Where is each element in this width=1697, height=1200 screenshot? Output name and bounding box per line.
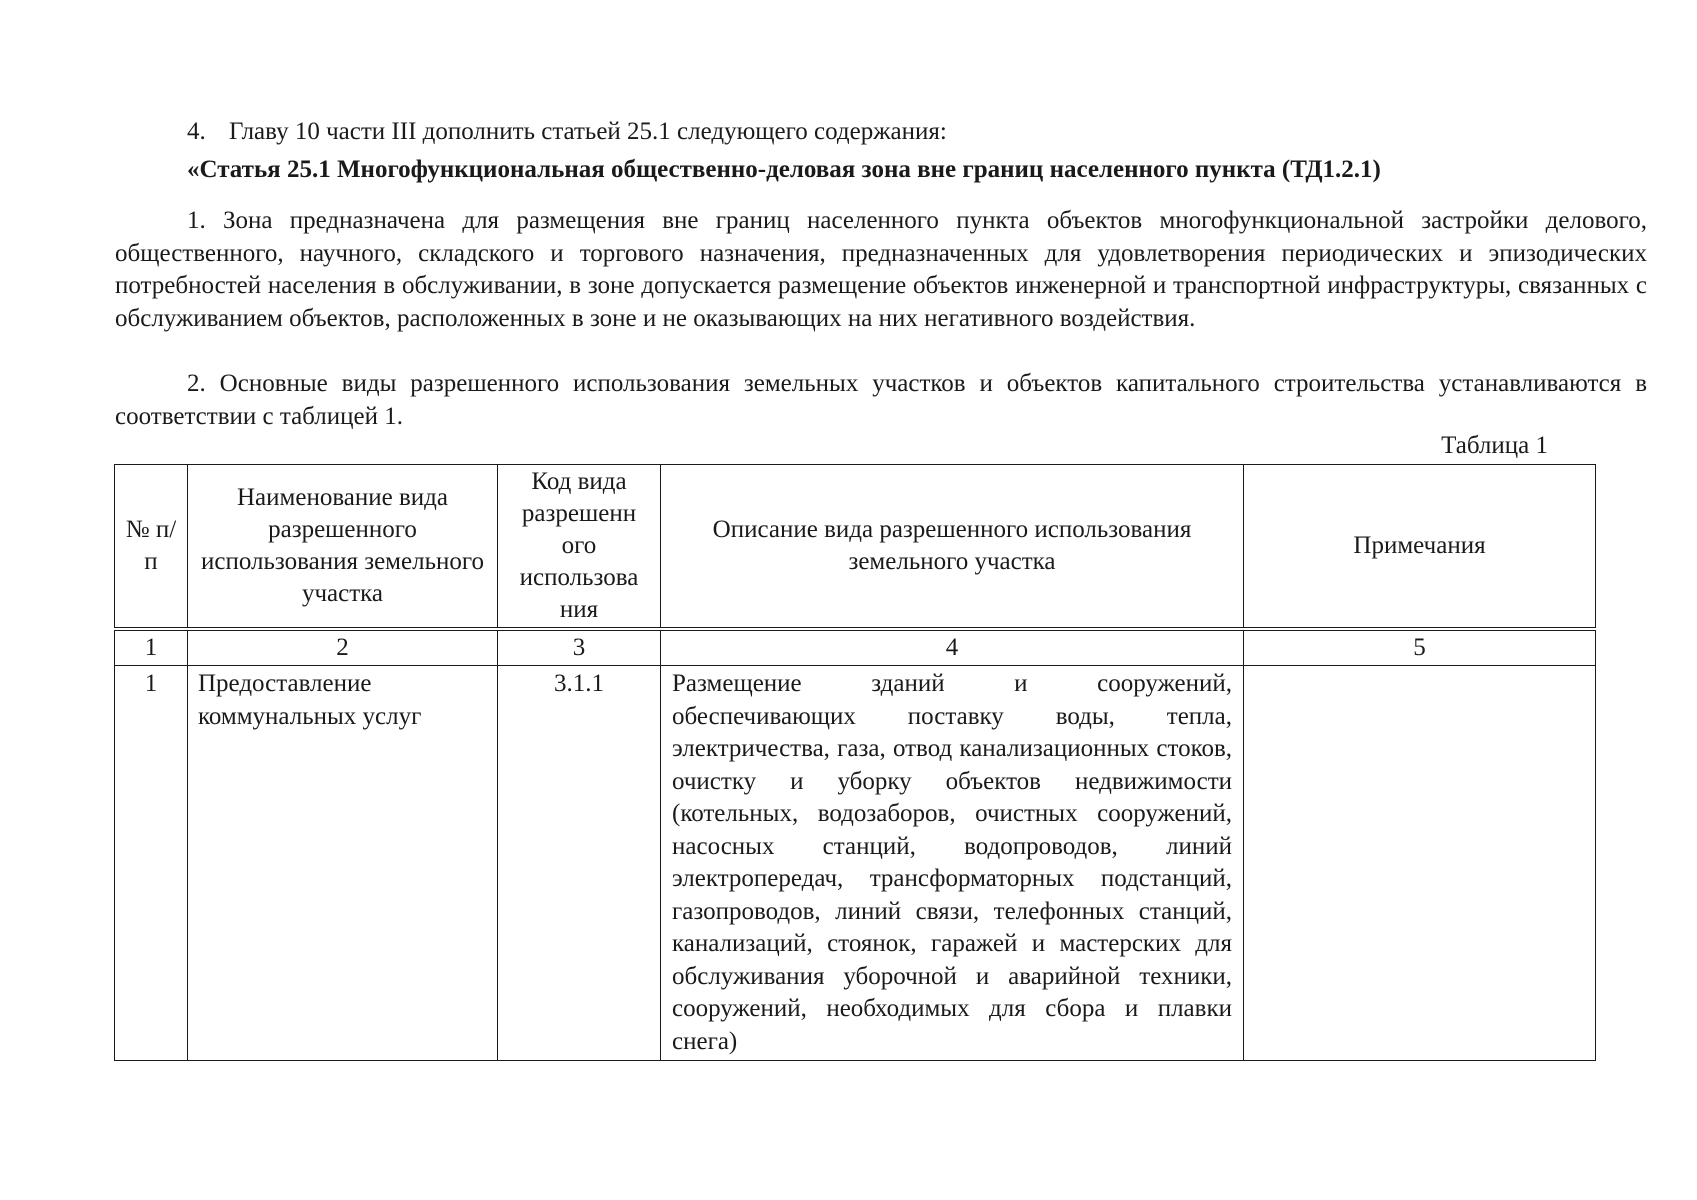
paragraph-2: 2. Основные виды разрешенного использования земельных участков и объектов капитального строительства устанавливаются в соответствии с таблицей 1. bbox=[115, 370, 1647, 430]
column-number: 1 bbox=[115, 629, 188, 666]
land-use-table bbox=[114, 464, 1596, 1061]
item-number: 4. bbox=[187, 118, 206, 145]
article-title: «Статья 25.1 Многофункциональная общественно-деловая зона вне границ населенного пункта (ТД1.2.1) bbox=[187, 156, 1381, 183]
column-number: 2 bbox=[188, 629, 498, 666]
row-use-name: Предоставление коммунальных услуг bbox=[188, 666, 498, 1061]
row-number: 1 bbox=[115, 666, 188, 1061]
header-notes: Примечания bbox=[1244, 465, 1596, 630]
header-use-description: Описание вида разрешенного использования земельного участка bbox=[661, 465, 1244, 630]
row-use-code: 3.1.1 bbox=[498, 666, 661, 1061]
header-number: № п/п bbox=[115, 465, 188, 630]
item-text: Главу 10 части III дополнить статьей 25.1 следующего содержания: bbox=[229, 118, 947, 145]
table-row bbox=[115, 666, 1596, 1061]
table-header-row bbox=[115, 465, 1596, 630]
header-use-code-label: Код вида разрешенн ого использова ния bbox=[519, 468, 639, 623]
header-use-code bbox=[498, 465, 661, 630]
column-number: 4 bbox=[661, 629, 1244, 666]
header-use-name: Наименование вида разрешенного использования земельного участка bbox=[188, 465, 498, 630]
row-use-description: Размещение зданий и сооружений, обеспечивающих поставку воды, тепла, электричества, газа, отвод канализационных стоков, очистку и уборку объектов недвижимости (котельных, водозаборов, очистных сооружений, насосных станций, водопроводов, линий электропередач, трансформаторных подстанций, газопроводов, линий связи, телефонных станций, канализаций, стоянок, гаражей и мастерских для обслуживания уборочной и аварийной техники, сооружений, необходимых для сбора и плавки снега) bbox=[661, 666, 1244, 1061]
amendment-item bbox=[187, 117, 947, 147]
column-number-row bbox=[115, 629, 1596, 666]
row-notes bbox=[1244, 666, 1596, 1061]
paragraph-1: 1. Зона предназначена для размещения вне границ населенного пункта объектов многофункциональной застройки делового, общественного, научного, складского и торгового назначения, предназначенных для удовлетворения периодических и эпизодических потребностей населения в обслуживании, в зоне допускается размещение объектов инженерной и транспортной инфраструктуры, связанных с обслуживанием объектов, расположенных в зоне и не оказывающих на них негативного воздействия. bbox=[115, 207, 1647, 332]
column-number: 5 bbox=[1244, 629, 1596, 666]
table-caption: Таблица 1 bbox=[1441, 432, 1548, 459]
column-number: 3 bbox=[498, 629, 661, 666]
